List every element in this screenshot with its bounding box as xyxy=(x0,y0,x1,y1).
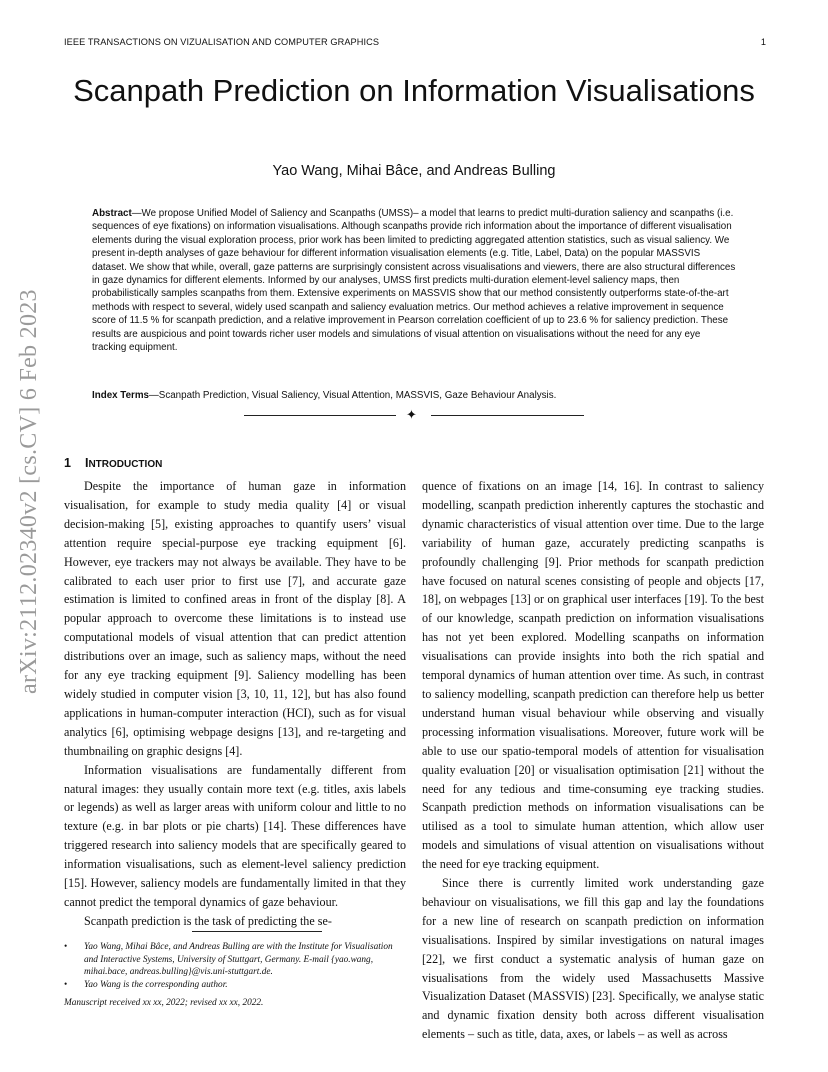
separator-rule-right xyxy=(431,415,584,416)
body-paragraph: Since there is currently limited work understanding gaze behaviour on visualisations, we fill this gap and lay the foundations for a new line of research on scanpath prediction on information visualisations. Inspired by similar investigations on natural images [22], we first conduct a systematic analysis of human gaze on visualisations from the widely used Massachusetts Massive Visualization Dataset (MASSVIS) [23]. Specifically, we analyse static and dynamic fixation density both across different visualisation elements – such as title, data, axes, or labels – as well as across xyxy=(422,876,764,1042)
bullet-icon: • xyxy=(64,942,68,952)
section-heading-introduction xyxy=(64,456,162,470)
footnote-rule xyxy=(192,931,322,932)
index-terms-label: Index Terms xyxy=(92,390,149,401)
right-column xyxy=(422,477,764,1044)
body-paragraph: Despite the importance of human gaze in information visualisation, for example to study media quality [4] or visual decision-making [5], existing approaches to quantify users’ visual attention require special-purpose eye tracking equipment [6]. However, eye trackers may not always be available. They have to be calibrated to each user prior to first use [7], and accurate gaze estimation is limited to confined areas in front of the display [8]. A popular approach to overcome these limitations is to instead use computational models of visual attention that can predict attention distributions over an image, such as saliency maps, without the need for any eye tracking equipment [9]. Saliency modelling has been widely studied in computer vision [3, 10, 11, 12], but has also found applications in human-computer interaction (HCI), such as for visual analytics [6], optimising webpage designs [13], and re-targeting and thumbnailing on graphic designs [4]. xyxy=(64,479,406,758)
separator-diamond-icon: ✦ xyxy=(406,407,417,422)
paper-title: Scanpath Prediction on Information Visualisations xyxy=(73,73,755,108)
abstract xyxy=(92,207,736,354)
arxiv-side-stamp: arXiv:2112.02340v2 [cs.CV] 6 Feb 2023 xyxy=(16,289,42,694)
body-paragraph: quence of fixations on an image [14, 16]. In contrast to saliency modelling, scanpath prediction inherently captures the stochastic and dynamic characteristics of visual attention over time. Due to the large variability of human gaze, accurately predicting scanpaths is profoundly challenging [9]. Prior methods for scanpath prediction have focused on natural scenes consisting of people and objects [17, 18], on webpages [13] or on graphical user interfaces [19]. To the best of our knowledge, scanpath prediction on information visualisations has not yet been explored. Modelling scanpaths on information visualisations can provide insights into both the rich spatial and temporal dynamics of human attention over time. As such, in contrast to saliency modelling, scanpath prediction can therefore help us better understand human visual behaviour while observing and visually processing information visualisations. Moreover, future work will be able to use our spatio-temporal models of attention for visualisation quality evaluation [20] or visualisation optimisation [21] without the need for any tedious and time-consuming eye tracking studies. Scanpath prediction methods on information visualisations can be utilised as a tool to simulate human attention, which allow user models and simulations of visual attention on visualisations without the need for eye tracking equipment. xyxy=(422,479,764,872)
separator-rule-left xyxy=(244,415,396,416)
author-list: Yao Wang, Mihai Bâce, and Andreas Bulling xyxy=(272,163,556,179)
body-paragraph: Information visualisations are fundamentally different from natural images: they usually contain more text (e.g. titles, axis labels or legends) as well as larger areas with uniform colour and little to no texture (e.g. in bar plots or pie charts) [14]. These differences have triggered research into saliency models that are specifically geared to information visualisations, such as element-level saliency prediction [15]. However, saliency models are fundamentally limited in that they cannot predict the temporal dynamics of gaze behaviour. xyxy=(64,762,406,909)
section-title-initial: I xyxy=(84,456,89,470)
footnote-text: Yao Wang, Mihai Bâce, and Andreas Bulling are with the Institute for Visualisation and Interactive Systems, University of Stuttgart, Germany. E-mail {yao.wang, mihai.bace, andreas.bulling}@vis.uni-stuttgart.de. xyxy=(84,942,393,978)
page-number: 1 xyxy=(760,37,766,47)
left-column xyxy=(64,477,406,931)
body-paragraph: Scanpath prediction is the task of predicting the se- xyxy=(84,913,332,928)
footnote-text: Yao Wang is the corresponding author. xyxy=(84,979,228,990)
manuscript-note: Manuscript received xx xx, 2022; revised xx xx, 2022. xyxy=(64,998,264,1009)
section-number: 1 xyxy=(64,456,71,470)
abstract-label: Abstract xyxy=(92,208,132,219)
index-terms-text: —Scanpath Prediction, Visual Saliency, Visual Attention, MASSVIS, Gaze Behaviour Analysis. xyxy=(149,390,557,401)
footnotes xyxy=(64,941,406,1010)
section-title-rest: NTRODUCTION xyxy=(88,459,163,470)
running-header: IEEE TRANSACTIONS ON VIZUALISATION AND COMPUTER GRAPHICS xyxy=(64,37,380,47)
index-terms xyxy=(92,389,736,402)
footnote-item xyxy=(64,979,406,992)
bullet-icon: • xyxy=(64,979,68,990)
abstract-text: —We propose Unified Model of Saliency and Scanpaths (UMSS)– a model that learns to predict multi-duration saliency and scanpaths (i.e. sequences of eye fixations) on information visualisations. Although scanpaths provide rich information about the importance of different visualisation elements during the visual exploration process, prior work has been limited to predicting aggregated attention statistics, such as visual saliency. We present in-depth analyses of gaze behaviour for different information visualisation elements (e.g. Title, Label, Data) on the popular MASSVIS dataset. We show that while, overall, gaze patterns are surprisingly consistent across visualisations and viewers, there are also structural differences in gaze dynamics for different elements. Informed by our analyses, UMSS first predicts multi-duration element-level saliency maps, then probabilistically samples scanpaths from them. Extensive experiments on MASSVIS show that our method consistently outperforms state-of-the-art methods with respect to several, widely used scanpath and saliency evaluation metrics. Our method achieves a relative improvement in sequence score of 11.5 % for scanpath prediction, and a relative improvement in Pearson correlation coefficient of up to 23.6 % for saliency prediction. These results are auspicious and point towards richer user models and simulations of visual attention on visualisations without the need for any eye tracking equipment. xyxy=(92,208,736,354)
footnote-item xyxy=(64,941,406,979)
